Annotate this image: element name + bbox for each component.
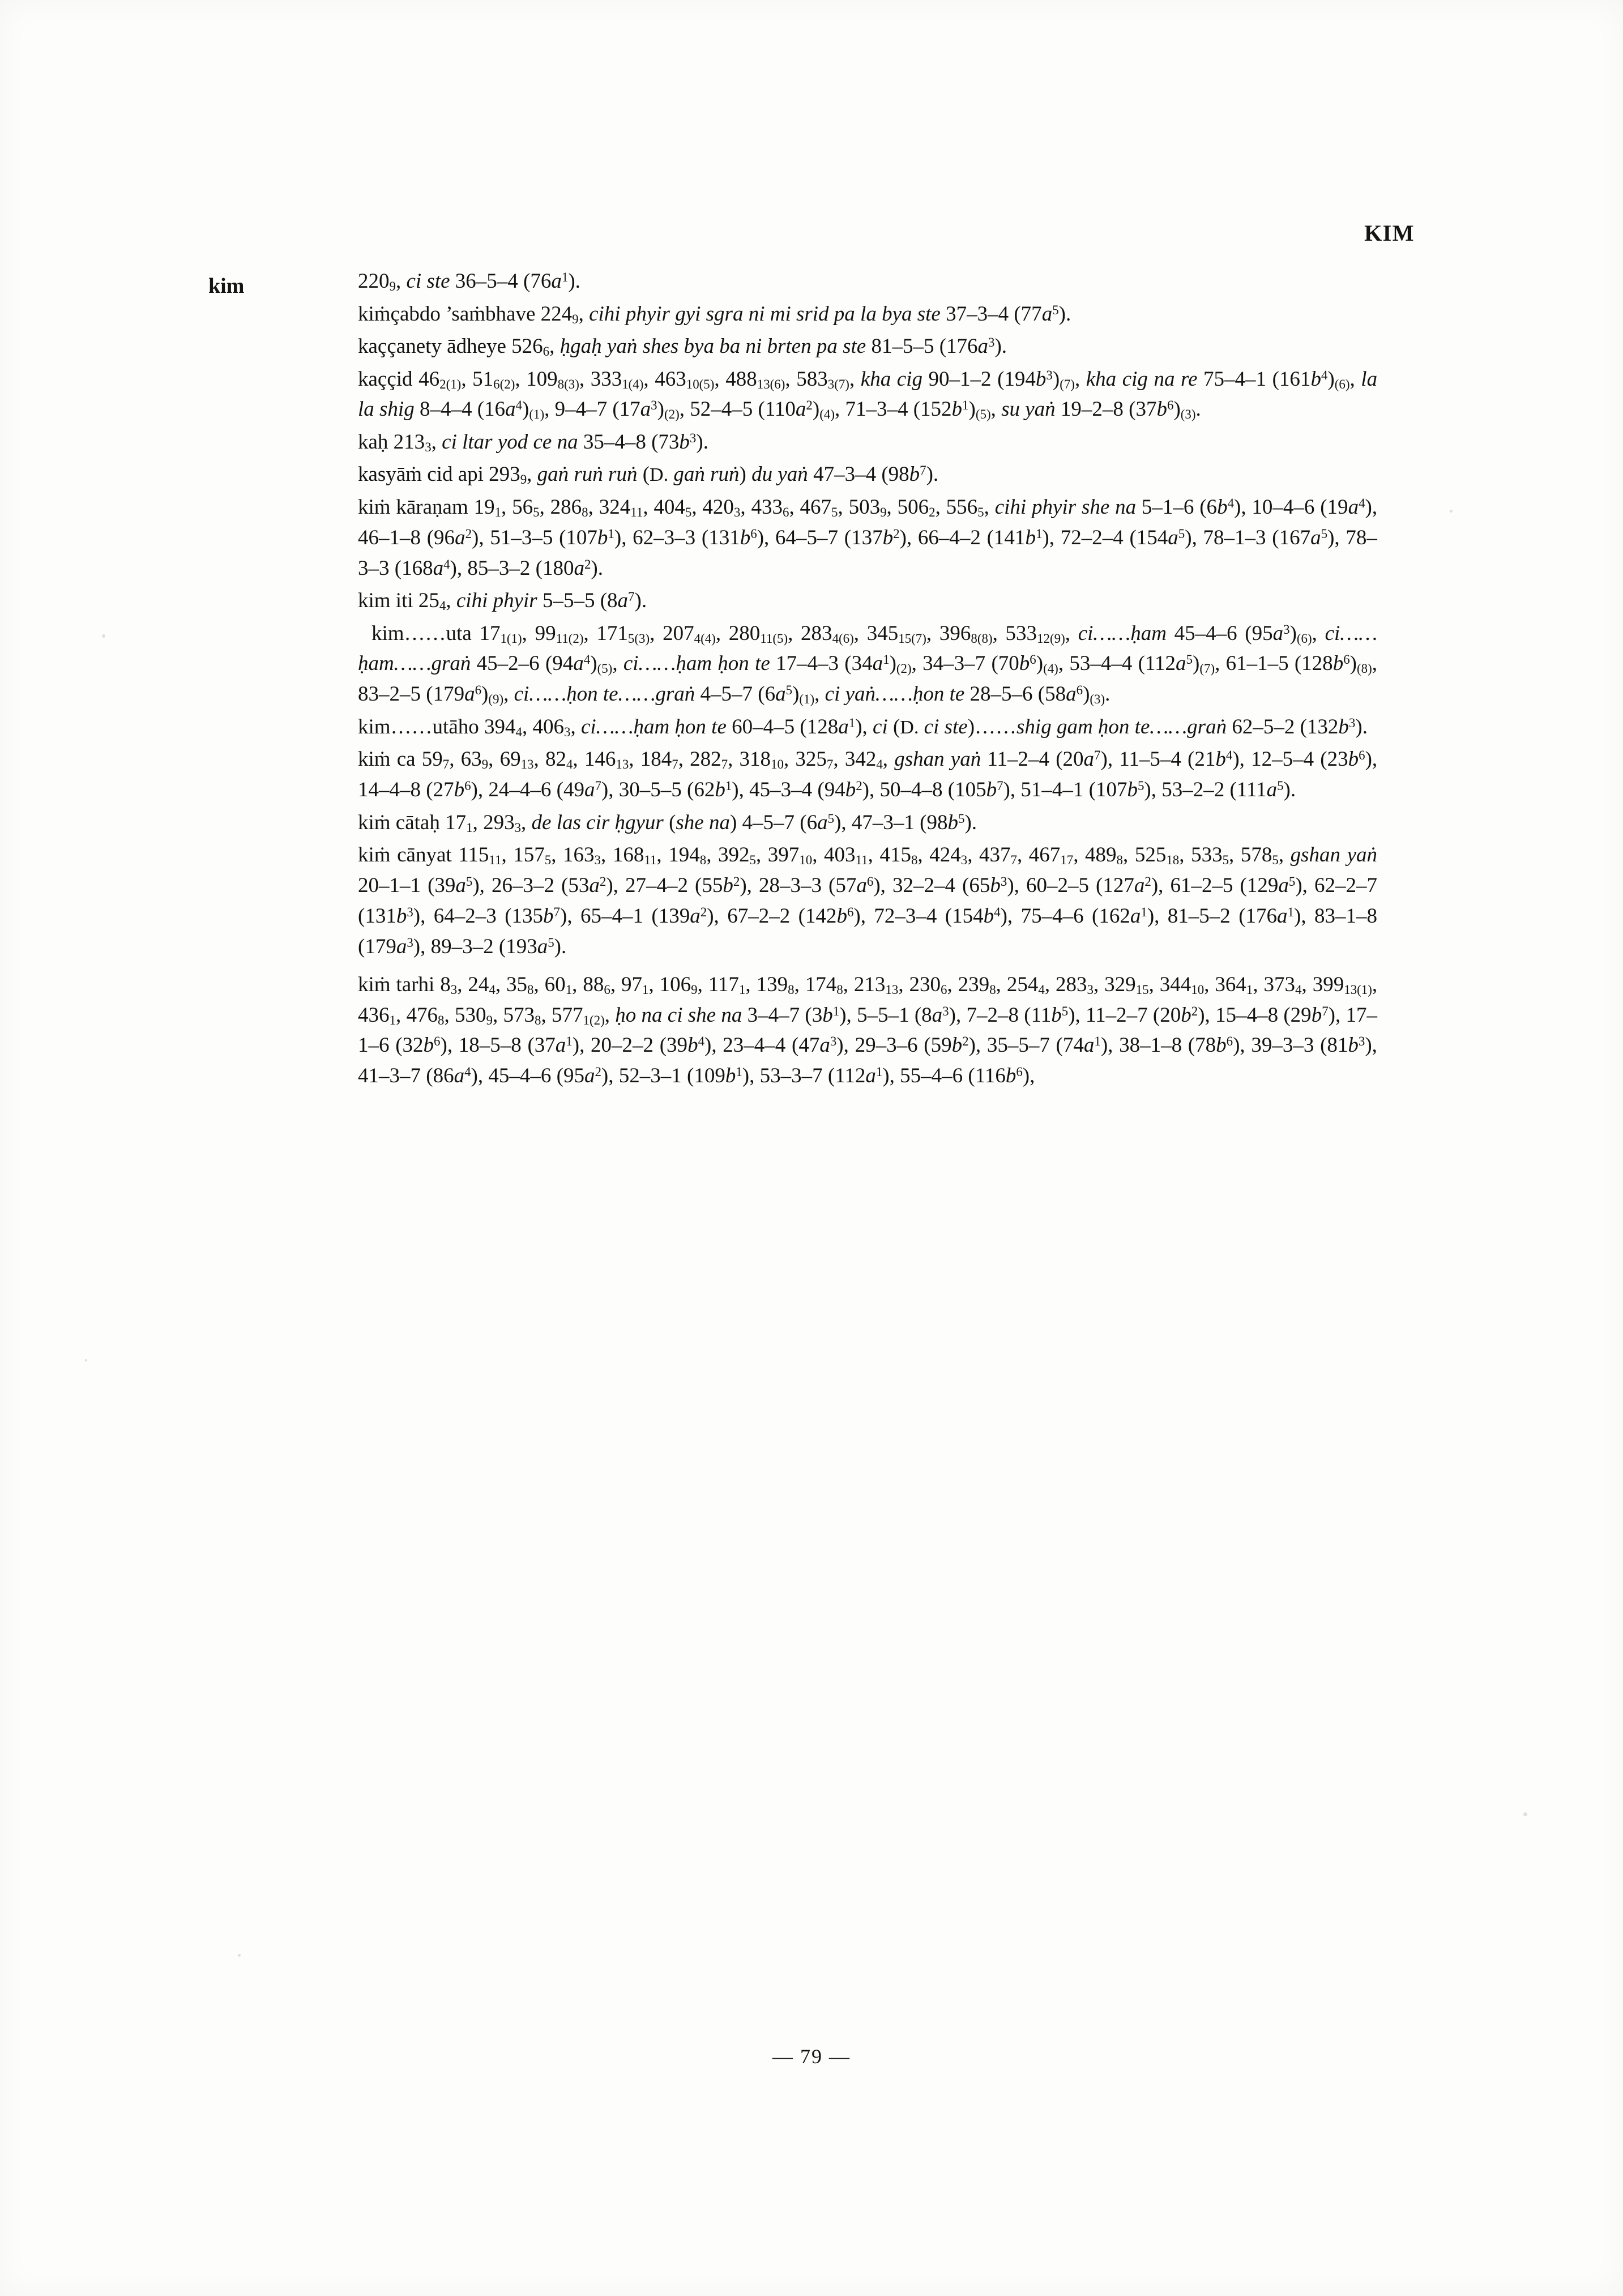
dictionary-entry: kim……uta $17_{1(1)}$, $99_{11(2)}$, $171_{5(3)}$, $207_{4(4)}$, $280_{11(5)}$, $283_{4(6)}$, $345_{15(7)}$, $396_{8(8)}$, $533_{12(9)}$, ci……ḥam 45–4–6 $(95a^3)_{(6)}$, ci……ḥam……graṅ 45–2–6 $(94a^4)_{(5)}$, ci……ḥam ḥon te 17–4–3 $(34a^1)_{(2)}$, 34–3–7 $(70b^6)_{(4)}$, 53–4–4 $(112a^5)_{(7)}$, 61–1–5 $(128b^6)_{(8)}$, 83–2–5 $(179a^6)_{(9)}$, ci……ḥon te……graṅ 4–5–7 $(6a^5)_{(1)}$, ci yaṅ……ḥon te 28–5–6 $(58a^6)_{(3)}$. xyxy=(358,621,1378,707)
dictionary-entry: kim……utāho $394_4$, $406_3$, ci……ḥam ḥon te 60–4–5 $(128a^1)$, ci (D. ci ste)……shig gam ḥon te……graṅ 62–5–2 $(132b^3)$. xyxy=(358,715,1368,739)
dictionary-entry: kiṁ kāraṇam $19_1$, $56_5$, $286_8$, $324_{11}$, $404_5$, $420_3$, $433_6$, $467_5$, $503_9$, $506_2$, $556_5$, cihi phyir she na 5–1–6 $(6b^4)$, 10–4–6 $(19a^4)$, 46–1–8 $(96a^2)$, 51–3–5 $(107b^1)$, 62–3–3 $(131b^6)$, 64–5–7 $(137b^2)$, 66–4–2 $(141b^1)$, 72–2–4 $(154a^5)$, 78–1–3 $(167a^5)$, 78–3–3 $(168a^4)$, 85–3–2 $(180a^2)$. xyxy=(358,495,1378,580)
dictionary-entry: kaççanety ādheye $526_6$, ḥgaḥ yaṅ shes bya ba ni brten pa ste 81–5–5 $(176a^3)$. xyxy=(358,335,1007,359)
dictionary-entry: $220_9$, ci ste 36–5–4 $(76a^1)$. xyxy=(358,270,580,294)
scan-speck xyxy=(85,1359,87,1362)
dictionary-entry: kiṁ cānyat $115_{11}$, $157_5$, $163_3$, $168_{11}$, $194_8$, $392_5$, $397_{10}$, $403_{11}$, $415_8$, $424_3$, $437_7$, $467_{17}$, $489_8$, $525_{18}$, $533_5$, $578_5$, gshan yaṅ 20–1–1 $(39a^5)$, 26–3–2 $(53a^2)$, 27–4–2 $(55b^2)$, 28–3–3 $(57a^6)$, 32–2–4 $(65b^3)$, 60–2–5 $(127a^2)$, 61–2–5 $(129a^5)$, 62–2–7 $(131b^3)$, 64–2–3 $(135b^7)$, 65–4–1 $(139a^2)$, 67–2–2 $(142b^6)$, 72–3–4 $(154b^4)$, 75–4–6 $(162a^1)$, 81–5–2 $(176a^1)$, 83–1–8 $(179a^3)$, 89–3–2 $(193a^5)$. xyxy=(358,843,1378,958)
dictionary-entry: kim iti $25_4$, cihi phyir 5–5–5 $(8a^7)$. xyxy=(358,589,647,613)
dictionary-entry: kasyāṁ cid api $293_9$, gaṅ ruṅ ruṅ (D. gaṅ ruṅ) du yaṅ 47–3–4 $(98b^7)$. xyxy=(358,463,939,487)
guide-word: kim xyxy=(208,274,245,298)
scan-speck xyxy=(1450,510,1453,513)
dictionary-entry: kiṁ tarhi $8_3$, $24_4$, $35_8$, $60_1$, $88_6$, $97_1$, $106_9$, $117_1$, $139_8$, $174_8$, $213_{13}$, $230_6$, $239_8$, $254_4$, $283_3$, $329_{15}$, $344_{10}$, $364_1$, $373_4$, $399_{13(1)}$, $436_1$, $476_8$, $530_9$, $573_8$, $577_{1(2)}$, ḥo na ci she na 3–4–7 $(3b^1)$, 5–5–1 $(8a^3)$, 7–2–8 $(11b^5)$, 11–2–7 $(20b^2)$, 15–4–8 $(29b^7)$, 17–1–6 $(32b^6)$, 18–5–8 $(37a^1)$, 20–2–2 $(39b^4)$, 23–4–4 $(47a^3)$, 29–3–6 $(59b^2)$, 35–5–7 $(74a^1)$, 38–1–8 $(78b^6)$, 39–3–3 $(81b^3)$, 41–3–7 $(86a^4)$, 45–4–6 $(95a^2)$, 52–3–1 $(109b^1)$, 53–3–7 $(112a^1)$, 55–4–6 $(116b^6)$, xyxy=(358,972,1378,1088)
page-number: — 79 — xyxy=(772,2045,851,2068)
dictionary-entry: kiṁ cātaḥ $17_1$, $293_3$, de las cir ḥgyur (she na) 4–5–7 $(6a^5)$, 47–3–1 $(98b^5)$. xyxy=(358,810,977,835)
dictionary-entry: kiṁ ca $59_7$, $63_9$, $69_{13}$, $82_4$, $146_{13}$, $184_7$, $282_7$, $318_{10}$, $325_7$, $342_4$, gshan yaṅ 11–2–4 $(20a^7)$, 11–5–4 $(21b^4)$, 12–5–4 $(23b^6)$, 14–4–8 $(27b^6)$, 24–4–6 $(49a^7)$, 30–5–5 $(62b^1)$, 45–3–4 $(94b^2)$, 50–4–8 $(105b^7)$, 51–4–1 $(107b^5)$, 53–2–2 $(111a^5)$. xyxy=(358,748,1378,802)
scan-speck xyxy=(102,634,105,638)
running-head: KIM xyxy=(1364,220,1415,246)
scan-speck xyxy=(1523,1812,1527,1816)
dictionary-entry: kaḥ $213_3$, ci ltar yod ce na 35–4–8 $(73b^3)$. xyxy=(358,430,708,454)
dictionary-entries xyxy=(358,266,1377,1094)
dictionary-entry: kaççid $46_{2(1)}$, $51_{6(2)}$, $109_{8(3)}$, $333_{1(4)}$, $463_{10(5)}$, $488_{13(6)}$, $583_{3(7)}$, kha cig 90–1–2 $(194b^3)_{(7)}$, kha cig na re 75–4–1 $(161b^4)_{(6)}$, la la shig 8–4–4 $(16a^4)_{(1)}$, 9–4–7 $(17a^3)_{(2)}$, 52–4–5 $(110a^2)_{(4)}$, 71–3–4 $(152b^1)_{(5)}$, su yaṅ 19–2–8 $(37b^6)_{(3)}$. xyxy=(358,367,1378,422)
scan-speck xyxy=(238,1954,241,1957)
dictionary-entry: kiṁçabdo ’saṁbhave $224_9$, cihi phyir gyi sgra ni mi srid pa la bya ste 37–3–4 $(77a^5)$. xyxy=(358,302,1071,326)
